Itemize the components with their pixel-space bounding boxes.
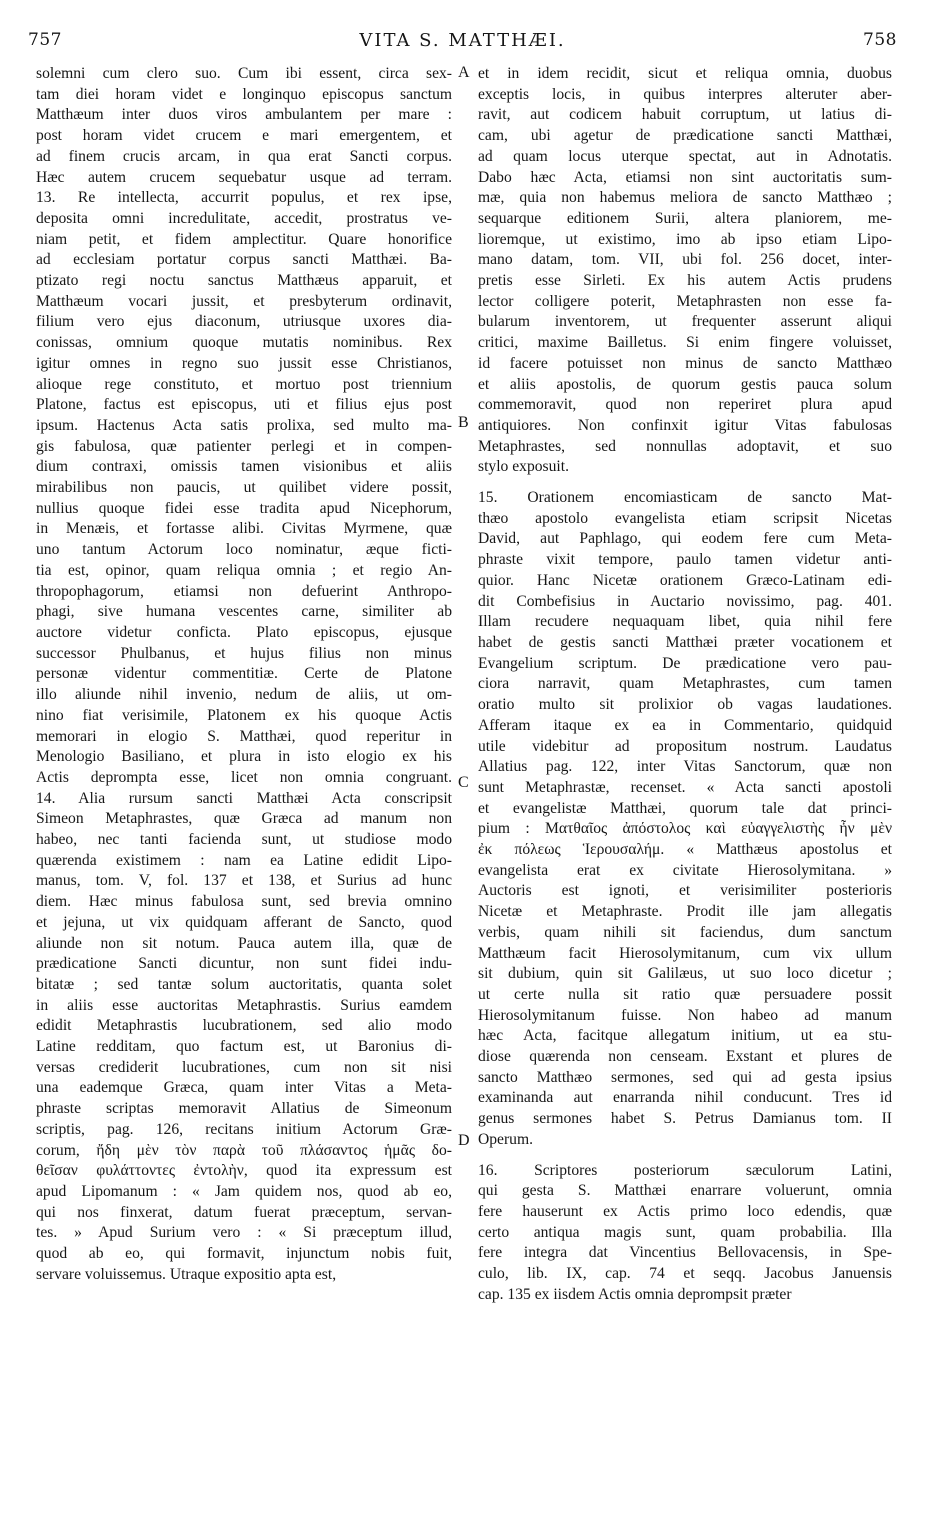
text-line: ἐκ πόλεως Ἱερουσαλήμ. « Matthæus apostolus et [478,841,892,859]
text-line: solemni cum clero suo. Cum ibi essent, circa sex- [36,65,452,82]
text-line: Allatius pag. 122, inter Vitas Sanctorum, quæ non [478,758,892,776]
text-line: nino fiat verisimile, Platonem ex his quoque Actis [36,706,452,724]
text-line: fere hauserunt ex Actis primo loco edendis, quæ [478,1202,892,1220]
running-title: VITA S. MATTHÆI. [359,30,566,51]
text-line: niam petit, et fidem amplectitur. Quare honorifice [36,230,452,248]
text-line: David, aut Paphlago, qui eodem fere cum Meta- [478,530,892,548]
text-line: Actis deprompta esse, licet non omnia congruant. [36,768,452,786]
text-line: utile videbitur ad propositum nostrum. Laudatus [478,737,892,755]
text-line: Menologio Basiliano, et plura in isto elogio ex his [36,748,452,766]
text-line: quior. Hanc Nicetæ orationem Græco-Latinam edi- [478,571,892,589]
text-line: verbis, quam nihili sit faciendus, dum sanctum [478,923,892,941]
text-line: igitur omnes in regno suo jussit esse Christianos, [36,354,452,372]
margin-marker-c: C [458,774,469,791]
text-line: cap. 135 ex iisdem Actis omnia deprompsit præter [478,1285,792,1303]
text-line: et aliis apostolis, de quorum gestis pauca solum [478,375,892,393]
text-line: 15. Orationem encomiasticam de sancto Mat- [478,489,892,507]
text-line: et jejuna, ut vix quidquam afferant de Sancto, quod [36,913,452,931]
text-line: Matthæum vocari jussit, et presbyterum ordinavit, [36,292,452,310]
text-line: hæc Acta, facitque allegatum initium, ut ea stu- [478,1027,892,1045]
text-line: nullius quoque fidei esse tradita apud Nicephorum, [36,499,452,517]
text-line: Matthæum inter duos viros ambulantem per mare : [36,106,452,124]
text-line: prædicatione Sancti dicuntur, non sunt fidei indu- [36,955,452,973]
text-line: qui nos finxerat, datum fuerat præceptum, servan- [36,1203,452,1221]
text-line: ravit, aut codicem habuit corruptum, ut latius di- [478,106,892,124]
text-line: pium : Ματθαῖος ἀπόστολος καὶ εὐαγγελιστὴς ἦν μὲν [478,820,892,838]
right-column [478,64,892,1305]
text-line: gis fabulosa, quæ patienter perlegi et in compen- [36,437,452,455]
text-line: tia est, opinor, quam reliqua omnia ; et regio An- [36,561,452,579]
text-line: deposita omni incredulitate, accedit, prostratus ve- [36,209,452,227]
text-line: Afferam itaque ex ea in Commentario, quidquid [478,716,892,734]
text-line: Matthæum facit Hierosolymitanum, cum vix ullum [478,944,892,962]
text-line: antiquiores. Non confinxit igitur Vitas fabulosas [478,416,892,434]
text-line: dium contraxi, omissis tamen visionibus et aliis [36,458,452,476]
text-line: Simeon Metaphrastes, quæ Græca ad manum non [36,810,452,828]
text-line: mirabilibus non paucis, ut quilibet videre possit, [36,479,452,497]
running-header [28,30,897,54]
text-line: Operum. [478,1130,533,1148]
text-line: Metaphrastes, sed nonnullas adoptavit, et suo [478,437,892,455]
text-line: Hierosolymitanum fuisse. Non habeo ad manum [478,1006,892,1024]
text-line: tes. » Apud Surium vero : « Si præceptum illud, [36,1224,452,1242]
text-line: conissas, omnium quoque mutatis nominibus. Rex [36,334,452,352]
text-line: et in idem recidit, sicut et reliqua omnia, duobus [478,65,892,82]
text-line: ad finem crucis arcam, in qua erat Sancti corpus. [36,147,452,165]
text-line: Latine redditam, quo factum est, ut Baronius di- [36,1038,452,1056]
text-line: phraste vixit tempore, paulo tamen videtur anti- [478,551,892,569]
text-line: diose quærenda non censeam. Exstant et plures de [478,1048,892,1066]
text-line: evangelista erat ex civitate Hierosolymitana. » [478,861,892,879]
text-line: 16. Scriptores posteriorum sæculorum Latini, [478,1161,892,1179]
text-line: corum, ἤδη μὲν τὸν παρὰ τοῦ πλάσαντος ἡμᾶς δο- [36,1141,452,1159]
text-line: pretis esse Sirleti. Ex his autem Actis prudens [478,272,892,290]
text-line: phraste scriptas memoravit Allatius de Simeonum [36,1100,452,1118]
text-line: critici, maxime Bailletus. Si enim fingere voluisset, [478,334,892,352]
text-line: quod ab eo, qui formavit, injunctum nobis fuit, [36,1245,452,1263]
text-line: alioque rege constituto, et mortuo post triennium [36,375,452,393]
text-line: 13. Re intellecta, accurrit populus, et rex ipse, [36,189,452,207]
text-line: oratio multo sit prolixior ob vagas laudationes. [478,696,892,714]
left-column [36,64,452,1285]
margin-marker-d: D [458,1132,470,1149]
text-line: id facere potuisset non minus de sancto Matthæo [478,354,892,372]
text-line: in Menæis, et fortasse alibi. Civitas Myrmene, quæ [36,520,452,538]
text-line: successor Phulbanus, et hujus filius non minus [36,644,452,662]
text-line: stylo exposuit. [478,458,569,476]
margin-marker-b: B [458,414,469,431]
text-line: dit Combefisius in Auctario novissimo, pag. 401. [478,592,892,610]
text-line: apud Lipomanum : « Jam quidem nos, quod ab eo, [36,1182,452,1200]
text-line: fere integra dat Vincentius Bellovacensis, in Spe- [478,1244,892,1262]
text-line: ciora narravit, quam Metaphrastes, cum tamen [478,675,892,693]
text-line: sequarque editionem Surii, altera planiorem, me- [478,209,892,227]
text-line: genus sermones habet S. Petrus Damianus tom. II [478,1110,892,1128]
text-line: culo, lib. IX, cap. 74 et seqq. Jacobus Januensis [478,1265,892,1283]
text-line: thropophagorum, etiamsi non defuerint Anthropo- [36,582,452,600]
text-line: Illam recudere nequaquam libet, quia nihil fere [478,613,892,631]
text-line: filium vero ejus diaconum, utriusque uxores dia- [36,313,452,331]
text-line: Evangelium scriptum. De prædicatione vero pau- [478,654,892,672]
text-line: examinanda aut enarranda nihil conducunt. Tres id [478,1089,892,1107]
text-line: memorari in elogio S. Matthæi, quod reperitur in [36,727,452,745]
text-line: illo aliunde nihil invenio, nedum de aliis, ut om- [36,686,452,704]
text-line: servare voluissemus. Utraque expositio apta est, [36,1265,337,1283]
text-line: Nicetæ et Metaphraste. Prodit ille jam allegatis [478,903,892,921]
text-line: bitatæ ; sed tantæ solum auctoritatis, quanta solet [36,975,452,993]
page-number-left: 757 [28,30,62,50]
text-line: diem. Hæc minus fabulosa sunt, sed brevia omnino [36,893,452,911]
text-line: ut certe nulla sit ratio quæ persuadere possit [478,985,892,1003]
text-line: sunt Metaphrastæ, recenset. « Acta sancti apostoli [478,778,892,796]
text-line: ad ecclesiam portatur corpus sancti Matthæi. Ba- [36,251,452,269]
text-line: manus, tom. V, fol. 137 et 138, et Surius ad hunc [36,872,452,890]
text-line: ptizato regi noctu sanctus Matthæus apparuit, et [36,272,452,290]
text-line: thæo apostolo evangelista etiam scripsit Nicetas [478,509,892,527]
text-line: ad quam locus uterque spectat, aut in Adnotatis. [478,147,892,165]
text-line: sancto Matthæo sermones, sed qui ad gesta ipsius [478,1068,892,1086]
margin-marker-a: A [458,64,470,81]
text-line: tam diei horam videt e longinquo episcopus sanctum [36,85,452,103]
text-line: edidit Metaphrastis lucubrationem, sed alio modo [36,1017,452,1035]
text-line: Auctoris est ignoti, et verisimiliter posterioris [478,882,892,900]
text-line: θεῖσαν φυλάττοντες ἐντολὴν, quod ita expressum est [36,1162,452,1180]
text-line: habet de gestis sancti Matthæi præter vocationem et [478,633,892,651]
text-line: qui gesta S. Matthæi enarrare voluerunt, omnia [478,1182,892,1200]
text-line: bularum inventorem, ut frequenter asserunt aliqui [478,313,892,331]
text-line: Hæc autem crucem sequebatur usque ad terram. [36,168,452,186]
paragraph-gap [478,478,892,488]
text-line: una eademque Græca, quam inter Vitas a Meta- [36,1079,452,1097]
text-line: commemoravit, quod non reperiret plura apud [478,396,892,414]
text-line: personæ videntur commentitiæ. Certe de Platone [36,665,452,683]
text-line: 14. Alia rursum sancti Matthæi Acta conscripsit [36,789,452,807]
text-line: auctore videtur conficta. Plato episcopus, ejusque [36,623,452,641]
text-line: lioremque, ut existimo, imo ab ipso etiam Lipo- [478,230,892,248]
text-line: et evangelistæ Matthæi, quorum tale dat princi- [478,799,892,817]
text-line: scriptis, pag. 126, recitans initium Actorum Græ- [36,1120,452,1138]
paragraph-gap [478,1151,892,1161]
text-line: lector colligere poterit, Metaphrasten non esse fa- [478,292,892,310]
text-line: post horam videt crucem e mari emergentem, et [36,127,452,145]
text-line: versas crediderit lucubrationes, cum non sit nisi [36,1058,452,1076]
text-line: certo antiqua magis sunt, quam probabilia. Illa [478,1223,892,1241]
text-line: exceptis locis, in quibus interpres alteruter aber- [478,85,892,103]
text-line: Dabo hæc Acta, etiamsi non sint auctoritatis sum- [478,168,892,186]
text-line: cam, ubi agetur de prædicatione sancti Matthæi, [478,127,892,145]
text-line: aliunde non sit notum. Pauca autem illa, quæ de [36,934,452,952]
text-line: sit dubium, quin sit Galilæus, ut suo loco dicetur ; [478,965,892,983]
text-line: in aliis esse auctoritas Metaphrastis. Surius eamdem [36,996,452,1014]
text-line: mano datam, tom. VII, ubi fol. 256 docet, inter- [478,251,892,269]
text-line: mæ, quia non habemus meliora de sancto Matthæo ; [478,189,892,207]
text-line: phagi, sive humana vescentes carne, similiter ab [36,603,452,621]
text-line: quærenda existimem : nam ea Latine edidit Lipo- [36,851,452,869]
text-line: ipsum. Hactenus Acta satis prolixa, sed multo ma- [36,416,452,434]
text-line: uno tantum Actorum loco nominatur, æque ficti- [36,541,452,559]
text-line: habeo, nec tanti facienda sunt, ut studiose modo [36,831,452,849]
page-number-right: 758 [863,30,897,50]
text-line: Platone, factus est episcopus, uti et filius ejus post [36,396,452,414]
